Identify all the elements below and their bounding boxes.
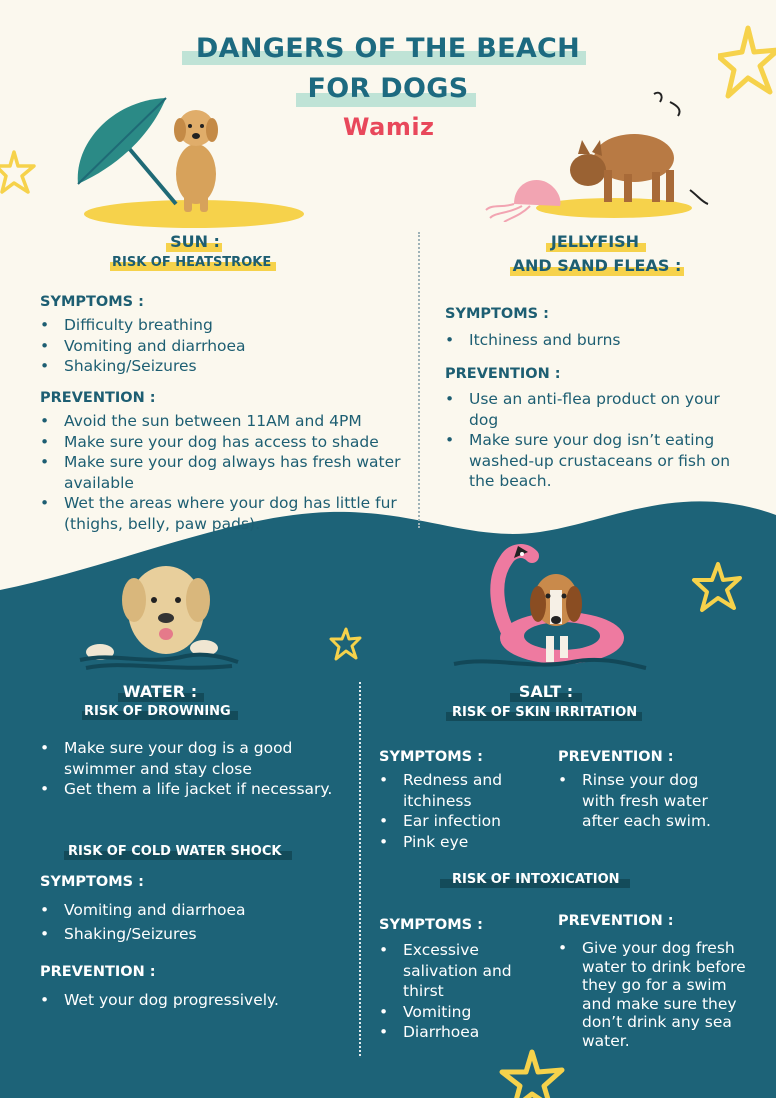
list-item: • Diarrhoea <box>379 1022 549 1043</box>
star-icon <box>718 20 776 112</box>
salt-symptoms-label: SYMPTOMS : <box>379 749 483 765</box>
list-item: • Excessive salivation and thirst <box>379 940 549 1002</box>
water-prevention-list <box>40 990 340 1011</box>
list-item: • Vomiting and diarrhoea <box>40 336 400 357</box>
jellyfish-prevention-list <box>445 389 745 492</box>
list-item: • Wet your dog progressively. <box>40 990 340 1011</box>
sun-section-subtitle: RISK OF HEATSTROKE <box>112 255 272 270</box>
salt-symptoms2-label: SYMPTOMS : <box>379 917 483 933</box>
salt-prevention2-list <box>558 939 758 1050</box>
salt-prevention2-label: PREVENTION : <box>558 913 674 929</box>
jellyfish-prevention-label: PREVENTION : <box>445 366 561 382</box>
salt-symptoms2-list <box>379 940 549 1043</box>
star-icon <box>328 626 364 662</box>
salt-prevention-list <box>558 770 728 832</box>
list-item: • Use an anti-flea product on your dog <box>445 389 745 430</box>
list-item: • Redness and itchiness <box>379 770 549 811</box>
jellyfish-symptoms-list <box>445 330 745 351</box>
water-symptoms-label: SYMPTOMS : <box>40 874 144 890</box>
list-item: • Get them a life jacket if necessary. <box>40 779 340 800</box>
page-title-line1: DANGERS OF THE BEACH <box>195 33 581 64</box>
water-symptoms-list <box>40 898 340 946</box>
divider-bottom <box>359 682 361 1056</box>
list-item: • Make sure your dog is a good swimmer and stay close <box>40 738 340 779</box>
sun-prevention-list <box>40 411 422 534</box>
list-item: • Wet the areas where your dog has little fur (thighs, belly, paw pads). <box>40 493 422 534</box>
list-item: • Shaking/Seizures <box>40 356 400 377</box>
water-section-subtitle: RISK OF DROWNING <box>84 704 231 719</box>
star-icon <box>0 148 40 198</box>
umbrella-dog-illustration <box>74 92 310 230</box>
list-item: • Vomiting <box>379 1002 549 1023</box>
labrador-swimming-illustration <box>76 556 242 672</box>
list-item: • Pink eye <box>379 832 549 853</box>
list-item: • Rinse your dog with fresh water after each swim. <box>558 770 728 832</box>
water-section-subtitle2: RISK OF COLD WATER SHOCK <box>68 844 282 859</box>
jellyfish-section-title-line2: AND SAND FLEAS : <box>512 256 682 275</box>
brand-logo: Wamiz <box>343 113 435 141</box>
list-item: • Difficulty breathing <box>40 315 400 336</box>
salt-section-subtitle2: RISK OF INTOXICATION <box>452 872 620 887</box>
star-icon <box>690 560 746 616</box>
sun-symptoms-list <box>40 315 400 377</box>
sun-prevention-label: PREVENTION : <box>40 390 156 406</box>
list-item: • Make sure your dog always has fresh water available <box>40 452 422 493</box>
page-title-line2: FOR DOGS <box>307 73 469 104</box>
water-prevention-label: PREVENTION : <box>40 964 156 980</box>
jellyfish-section-title-line1: JELLYFISH <box>550 232 640 251</box>
salt-section-subtitle: RISK OF SKIN IRRITATION <box>452 705 638 720</box>
list-item: • Ear infection <box>379 811 549 832</box>
salt-prevention-label: PREVENTION : <box>558 749 674 765</box>
sun-section-title: SUN : <box>170 232 220 251</box>
list-item: • Avoid the sun between 11AM and 4PM <box>40 411 422 432</box>
list-item: • Vomiting and diarrhoea <box>40 898 340 922</box>
list-item: • Make sure your dog has access to shade <box>40 432 422 453</box>
water-drowning-list <box>40 738 340 800</box>
star-icon <box>484 1046 580 1098</box>
list-item: • Give your dog fresh water to drink before they go for a swim and make sure they don’t drink any sea water. <box>558 939 758 1050</box>
sun-symptoms-label: SYMPTOMS : <box>40 294 144 310</box>
list-item: • Itchiness and burns <box>445 330 745 351</box>
beagle-flamingo-float-illustration <box>452 540 648 676</box>
list-item: • Make sure your dog isn’t eating washed-up crustaceans or fish on the beach. <box>445 430 745 492</box>
jellyfish-symptoms-label: SYMPTOMS : <box>445 306 549 322</box>
water-section-title: WATER : <box>122 682 198 701</box>
salt-section-title: SALT : <box>518 682 574 701</box>
list-item: • Shaking/Seizures <box>40 922 340 946</box>
dog-sniffing-jellyfish-illustration <box>484 86 714 222</box>
salt-symptoms-list <box>379 770 549 852</box>
